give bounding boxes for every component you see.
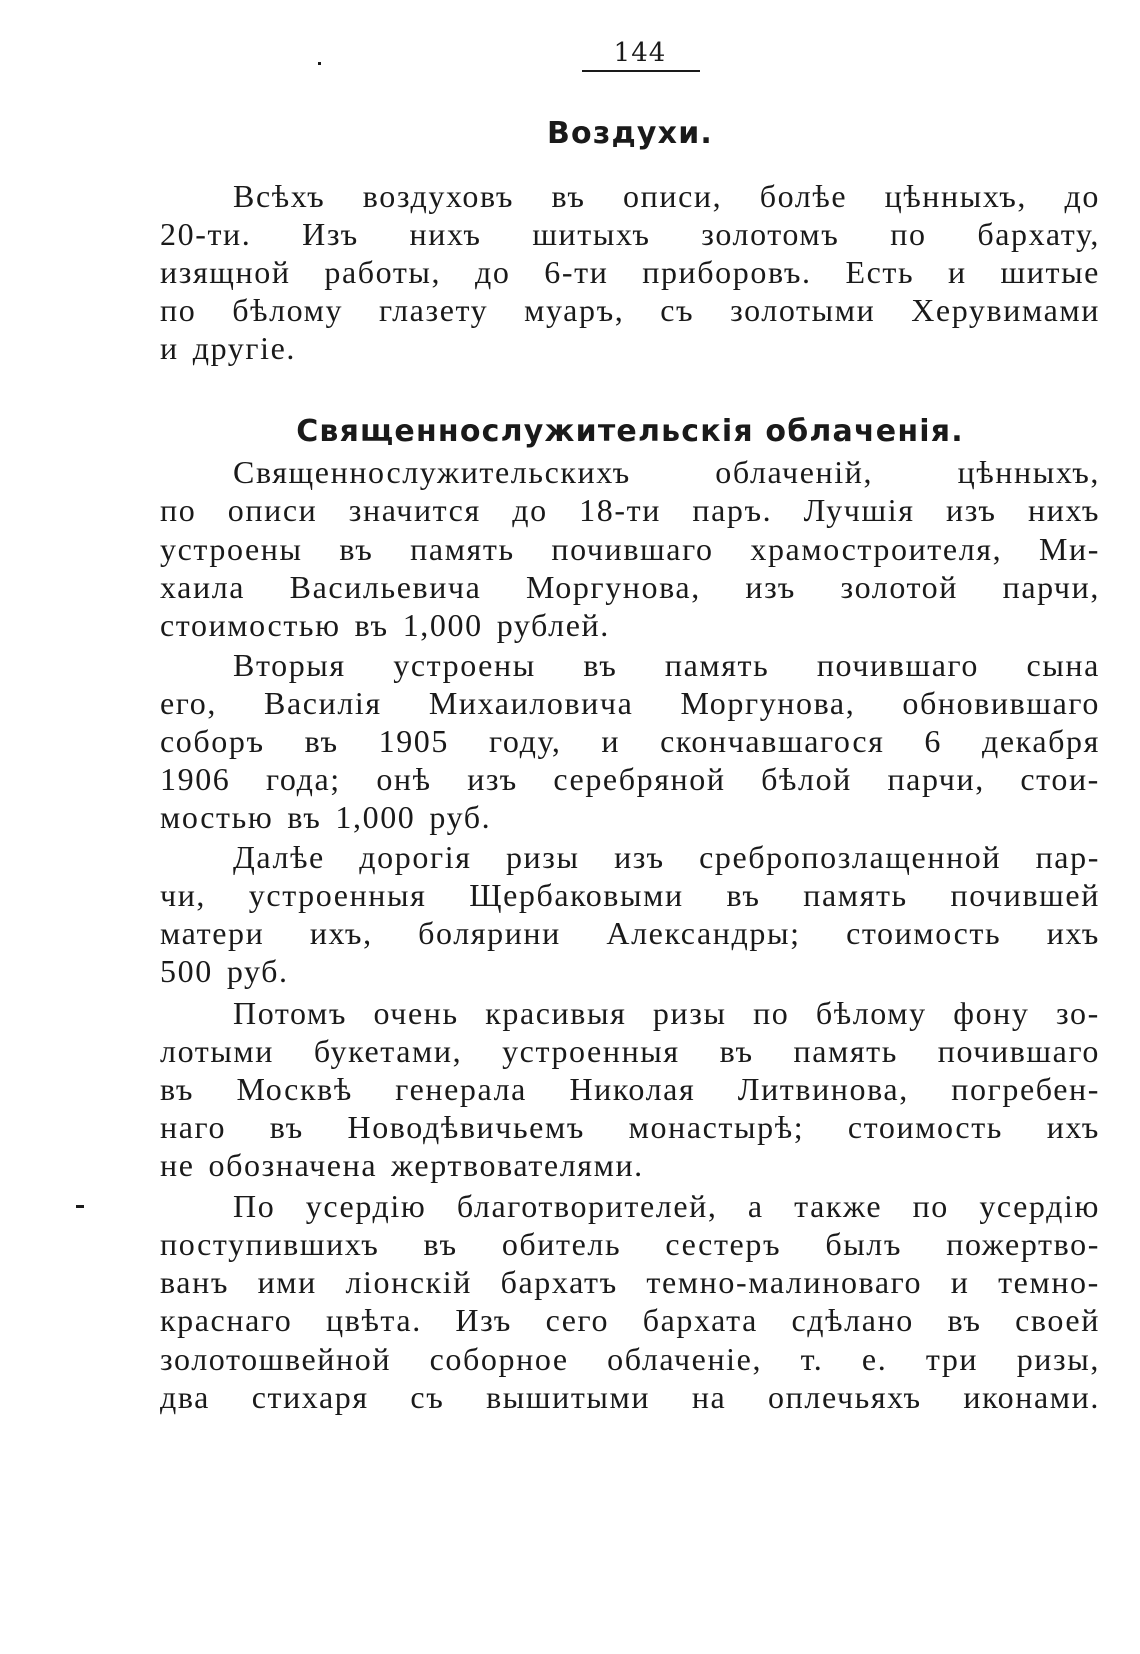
word: Моргунова, <box>526 569 701 605</box>
word: сребропозлащенной <box>699 839 1002 875</box>
word: матери <box>160 915 265 951</box>
word: мостью <box>160 799 274 835</box>
text-line <box>160 759 1100 799</box>
word: сына <box>1026 647 1100 683</box>
word: 1905 <box>378 723 450 759</box>
word: до <box>1064 178 1100 214</box>
print-speck <box>76 1205 84 1208</box>
text-line <box>160 328 1100 368</box>
word: лотыми <box>160 1033 275 1069</box>
print-speck <box>318 62 321 65</box>
word: устроенныя <box>248 877 427 913</box>
word: монастырѣ; <box>628 1109 805 1145</box>
word: Изъ <box>302 216 359 252</box>
word: бархатъ <box>500 1264 618 1300</box>
word: Москвѣ <box>236 1071 353 1107</box>
text-line <box>160 683 1100 723</box>
word: руб. <box>429 799 492 835</box>
word: Михаиловича <box>428 685 634 721</box>
text-line <box>160 837 1100 877</box>
word: бѣлой <box>761 761 852 797</box>
word: ихъ <box>1046 915 1100 951</box>
word: шитые <box>1000 254 1100 290</box>
text-line <box>160 490 1100 530</box>
word: а <box>747 1188 764 1224</box>
word: вышитыми <box>486 1379 651 1415</box>
word: темно-малиноваго <box>646 1264 923 1300</box>
word: очень <box>373 995 459 1031</box>
word: Потомъ <box>233 995 348 1031</box>
text-line <box>160 567 1100 607</box>
word: по <box>753 995 790 1031</box>
word: по <box>890 216 927 252</box>
word: не <box>160 1147 195 1183</box>
text-line <box>160 797 1100 837</box>
word: почившаго <box>937 1033 1100 1069</box>
word: другіе. <box>192 330 297 366</box>
word: стоимость <box>846 915 1002 951</box>
word: бѣлому <box>232 292 344 328</box>
word: 1,000 <box>335 799 416 835</box>
word: и <box>950 1264 970 1300</box>
word: цѣнныхъ, <box>884 178 1027 214</box>
word: былъ <box>825 1226 903 1262</box>
word: году, <box>488 723 562 759</box>
word: нихъ <box>1027 492 1100 528</box>
word: руб. <box>226 953 289 989</box>
text-line <box>160 176 1100 216</box>
word: шитыхъ <box>532 216 651 252</box>
text-line <box>160 214 1100 254</box>
word: два <box>160 1379 210 1415</box>
word: фону <box>953 995 1030 1031</box>
word: онѣ <box>376 761 432 797</box>
word: почившей <box>950 877 1100 913</box>
word: ризы <box>652 995 727 1031</box>
word: ризы, <box>1016 1341 1100 1377</box>
word: въ <box>339 531 374 567</box>
word: храмостроителя, <box>750 531 1003 567</box>
word: хаила <box>160 569 246 605</box>
word: Есть <box>845 254 915 290</box>
word: обновившаго <box>902 685 1100 721</box>
word: по <box>160 492 197 528</box>
word: болѣе <box>759 178 848 214</box>
word: сестеръ <box>665 1226 782 1262</box>
word: съ <box>660 292 695 328</box>
word: въ <box>304 723 339 759</box>
text-line <box>160 1107 1100 1147</box>
word: устроенныя <box>502 1033 680 1069</box>
word: бѣлому <box>815 995 927 1031</box>
word: ванъ <box>160 1264 229 1300</box>
word: обитель <box>501 1226 622 1262</box>
word: изящной <box>160 254 291 290</box>
word: 6-ти <box>544 254 609 290</box>
word: изъ <box>945 492 997 528</box>
word: золотыми <box>730 292 876 328</box>
word: е. <box>861 1341 888 1377</box>
word: сдѣлано <box>791 1302 914 1338</box>
word: красивыя <box>485 995 627 1031</box>
word: жертвователями. <box>391 1147 644 1183</box>
text-line <box>160 1145 1100 1185</box>
page-number-rule <box>582 70 700 72</box>
word: работы, <box>324 254 442 290</box>
word: 18-ти <box>579 492 661 528</box>
word: погребен- <box>951 1071 1100 1107</box>
word: генерала <box>395 1071 527 1107</box>
word: изъ <box>614 839 665 875</box>
word: краснаго <box>160 1302 293 1338</box>
text-line <box>160 605 1100 645</box>
word: въ <box>551 178 586 214</box>
text-line <box>160 452 1100 492</box>
word: золотошвейной <box>160 1341 392 1377</box>
word: воздуховъ <box>362 178 515 214</box>
page-number: 144 <box>613 38 667 68</box>
text-line <box>160 721 1100 761</box>
word: и <box>601 723 621 759</box>
word: на <box>691 1379 727 1415</box>
text-line <box>160 913 1100 953</box>
word: его, <box>160 685 217 721</box>
word: Ми- <box>1038 531 1100 567</box>
word: скончавшагося <box>660 723 885 759</box>
word: Васильевича <box>289 569 482 605</box>
word: Всѣхъ <box>233 178 326 214</box>
word: золотой <box>840 569 959 605</box>
word: букетами, <box>313 1033 463 1069</box>
word: иконами. <box>963 1379 1100 1415</box>
word: описи, <box>623 178 723 214</box>
word: оплечьяхъ <box>768 1379 922 1415</box>
text-line <box>160 645 1100 685</box>
word: усердію <box>979 1188 1100 1224</box>
word: поступившихъ <box>160 1226 380 1262</box>
word: по <box>160 292 197 328</box>
word: облаченіе, <box>607 1341 763 1377</box>
word: ихъ, <box>309 915 373 951</box>
text-line <box>160 1339 1100 1379</box>
word: чи, <box>160 877 207 913</box>
word: наго <box>160 1109 227 1145</box>
word: стоимость <box>847 1109 1003 1145</box>
word: обозначена <box>208 1147 378 1183</box>
word: Херувимами <box>911 292 1100 328</box>
word: память <box>664 647 770 683</box>
word: 20-ти. <box>160 216 252 252</box>
text-line <box>160 1300 1100 1340</box>
word: паръ. <box>692 492 773 528</box>
word: 1906 <box>160 761 231 797</box>
word: Новодѣвичьемъ <box>347 1109 585 1145</box>
word: Лучшія <box>803 492 915 528</box>
word: серебряной <box>553 761 726 797</box>
word: Николая <box>569 1071 696 1107</box>
text-line <box>160 1186 1100 1226</box>
word: почившаго <box>816 647 980 683</box>
word: и <box>160 330 179 366</box>
text-line <box>160 1224 1100 1264</box>
word: цвѣта. <box>326 1302 422 1338</box>
word: память <box>410 531 515 567</box>
word: въ <box>583 647 618 683</box>
text-line <box>160 1262 1100 1302</box>
text-line <box>160 252 1100 292</box>
word: муаръ, <box>524 292 625 328</box>
word: бархата <box>642 1302 758 1338</box>
word: Моргунова, <box>680 685 856 721</box>
word: благотворителей, <box>456 1188 718 1224</box>
word: три <box>925 1341 979 1377</box>
section-heading-oblacheniya: Священнослужительскія облаченія. <box>296 414 964 449</box>
word: Священнослужительскихъ <box>233 454 631 490</box>
word: Далѣе <box>233 839 325 875</box>
word: пар- <box>1035 839 1100 875</box>
word: ими <box>257 1264 317 1300</box>
text-line <box>160 875 1100 915</box>
word: изъ <box>467 761 518 797</box>
word: въ <box>719 1033 754 1069</box>
word: сего <box>545 1302 610 1338</box>
word: въ <box>269 1109 304 1145</box>
text-line <box>160 529 1100 569</box>
word: приборовъ. <box>642 254 812 290</box>
word: стои- <box>1020 761 1100 797</box>
word: память <box>803 877 908 913</box>
word: также <box>794 1188 883 1224</box>
word: въ <box>423 1226 458 1262</box>
word: Александры; <box>606 915 801 951</box>
word: золотомъ <box>701 216 840 252</box>
word: въ <box>354 607 389 643</box>
word: 6 <box>924 723 943 759</box>
word: соборное <box>429 1341 569 1377</box>
word: по <box>912 1188 949 1224</box>
word: съ <box>410 1379 445 1415</box>
word: облаченій, <box>715 454 874 490</box>
word: зо- <box>1055 995 1100 1031</box>
word: устроены <box>393 647 536 683</box>
word: до <box>474 254 511 290</box>
word: глазету <box>378 292 489 328</box>
word: нихъ <box>409 216 482 252</box>
word: до <box>512 492 548 528</box>
word: соборъ <box>160 723 265 759</box>
word: стихаря <box>251 1379 369 1415</box>
word: цѣнныхъ, <box>957 454 1100 490</box>
word: ихъ <box>1046 1109 1100 1145</box>
word: въ <box>726 877 761 913</box>
word: рублей. <box>496 607 610 643</box>
word: описи <box>227 492 318 528</box>
word: Щербаковыми <box>469 877 684 913</box>
word: бархату, <box>977 216 1100 252</box>
word: По <box>233 1188 276 1224</box>
word: значится <box>348 492 481 528</box>
word: почившаго <box>551 531 714 567</box>
word: усердію <box>305 1188 427 1224</box>
word: устроены <box>160 531 303 567</box>
word: Изъ <box>455 1302 512 1338</box>
word: въ <box>287 799 322 835</box>
text-line <box>160 1377 1100 1417</box>
word: т. <box>800 1341 824 1377</box>
word: ризы <box>505 839 580 875</box>
section-heading-vozdukhi: Воздухи. <box>546 116 714 151</box>
word: ліонскій <box>345 1264 473 1300</box>
word: парчи, <box>887 761 985 797</box>
word: болярини <box>418 915 561 951</box>
word: память <box>793 1033 898 1069</box>
word: Вторыя <box>233 647 346 683</box>
word: Литвинова, <box>737 1071 909 1107</box>
word: 1,000 <box>402 607 483 643</box>
word: темно- <box>998 1264 1100 1300</box>
text-line <box>160 1031 1100 1071</box>
word: Василія <box>264 685 382 721</box>
word: года; <box>265 761 341 797</box>
word: дорогія <box>359 839 472 875</box>
text-line <box>160 951 1100 991</box>
word: и <box>947 254 967 290</box>
word: пожертво- <box>946 1226 1100 1262</box>
word: 500 <box>160 953 213 989</box>
word: парчи, <box>1002 569 1100 605</box>
word: въ <box>947 1302 982 1338</box>
text-line <box>160 1069 1100 1109</box>
word: декабря <box>981 723 1100 759</box>
text-line <box>160 993 1100 1033</box>
word: въ <box>160 1071 195 1107</box>
word: стоимостью <box>160 607 341 643</box>
word: своей <box>1015 1302 1100 1338</box>
text-line <box>160 290 1100 330</box>
word: изъ <box>745 569 796 605</box>
